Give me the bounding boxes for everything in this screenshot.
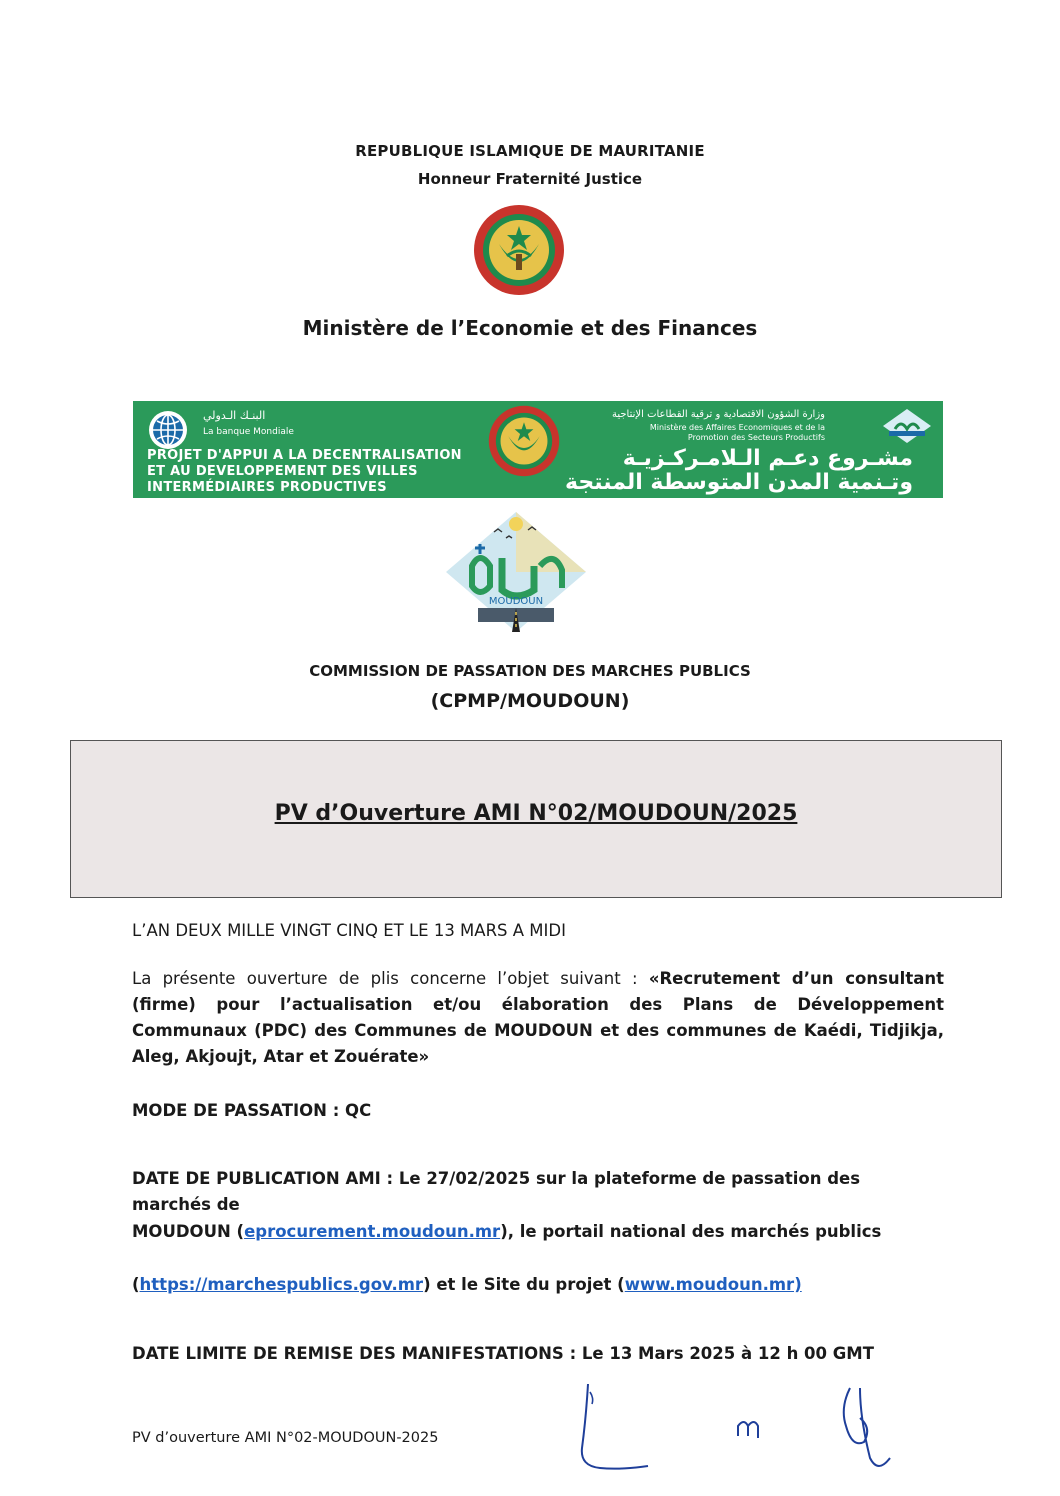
project-name-french [147, 448, 462, 496]
object-paragraph [132, 966, 944, 1070]
project-fr-line1: PROJET D'APPUI A LA DECENTRALISATION [147, 448, 462, 463]
world-bank-logo-icon [147, 409, 189, 451]
worldbank-french: La banque Mondiale [203, 427, 294, 437]
moudoun-mini-logo-icon [881, 407, 933, 445]
commission-acronym: (CPMP/MOUDOUN) [430, 690, 630, 712]
handwritten-initials-icon [560, 1378, 920, 1478]
ministry-fr-line2: Promotion des Secteurs Productifs [687, 433, 825, 442]
pv-title-box [70, 740, 1002, 898]
republic-heading: REPUBLIQUE ISLAMIQUE DE MAURITANIE [355, 142, 705, 160]
pub-line2-b: ), le portail national des marchés publics [500, 1222, 882, 1241]
date-line: L’AN DEUX MILLE VINGT CINQ ET LE 13 MARS A MIDI [132, 921, 566, 940]
ministry-arabic: وزارة الشؤون الاقتصادية و ترقية القطاعات الإنتاجية [612, 409, 825, 420]
deadline-line: DATE LIMITE DE REMISE DES MANIFESTATIONS : Le 13 Mars 2025 à 12 h 00 GMT [132, 1344, 874, 1363]
pub-line2-a: MOUDOUN ( [132, 1222, 245, 1241]
ministry-french [650, 423, 825, 443]
project-fr-line2: ET AU DEVELOPPEMENT DES VILLES [147, 464, 418, 479]
banner-seal-icon [488, 405, 560, 477]
worldbank-arabic: البنـك الـدولي [203, 409, 266, 422]
publication-line-2 [132, 1219, 944, 1245]
commission-name: COMMISSION DE PASSATION DES MARCHES PUBLICS [309, 662, 751, 680]
project-name-arabic [565, 447, 913, 495]
publication-line-3 [132, 1272, 944, 1298]
project-ar-line2: وتـنمية المدن المتوسطة المنتجة [565, 470, 913, 495]
national-seal-icon [473, 204, 565, 296]
moudoun-site-link[interactable]: www.moudoun.mr) [624, 1275, 802, 1294]
pv-title: PV d’Ouverture AMI N°02/MOUDOUN/2025 [274, 801, 798, 826]
project-banner [133, 401, 943, 498]
object-text: «Recrutement d’un consultant (firme) pour l’actualisation et/ou élaboration des Plans de Développement Communaux (PDC) des Communes de MOUDOUN et des communes de Kaédi, Tidjikja, Aleg, Akjoujt, Atar et Zouérate» [132, 969, 944, 1066]
ministry-fr-line1: Ministère des Affaires Economiques et de la [649, 423, 825, 432]
project-ar-line1: مشـروع دعـم الـلامـركـزيـة [622, 446, 913, 471]
publication-line-1: DATE DE PUBLICATION AMI : Le 27/02/2025 sur la plateforme de passation des marchés de [132, 1169, 861, 1214]
project-fr-line3: INTERMÉDIAIRES PRODUCTIVES [147, 480, 387, 495]
object-intro: La présente ouverture de plis concerne l’objet suivant : [132, 969, 649, 988]
moudoun-logo-label: MOUDOUN [488, 596, 544, 607]
marchespublics-link[interactable]: https://marchespublics.gov.mr [139, 1275, 424, 1294]
mode-passation: MODE DE PASSATION : QC [132, 1101, 372, 1120]
national-motto: Honneur Fraternité Justice [417, 170, 643, 188]
pub-line3-a: ( [132, 1275, 140, 1294]
eprocurement-link[interactable]: eprocurement.moudoun.mr [244, 1222, 501, 1241]
ministry-heading: Ministère de l’Economie et des Finances [302, 316, 758, 340]
pub-line3-b: ) et le Site du projet ( [423, 1275, 625, 1294]
moudoun-logo-icon [444, 510, 588, 634]
page-footer: PV d’ouverture AMI N°02-MOUDOUN-2025 [132, 1430, 439, 1446]
